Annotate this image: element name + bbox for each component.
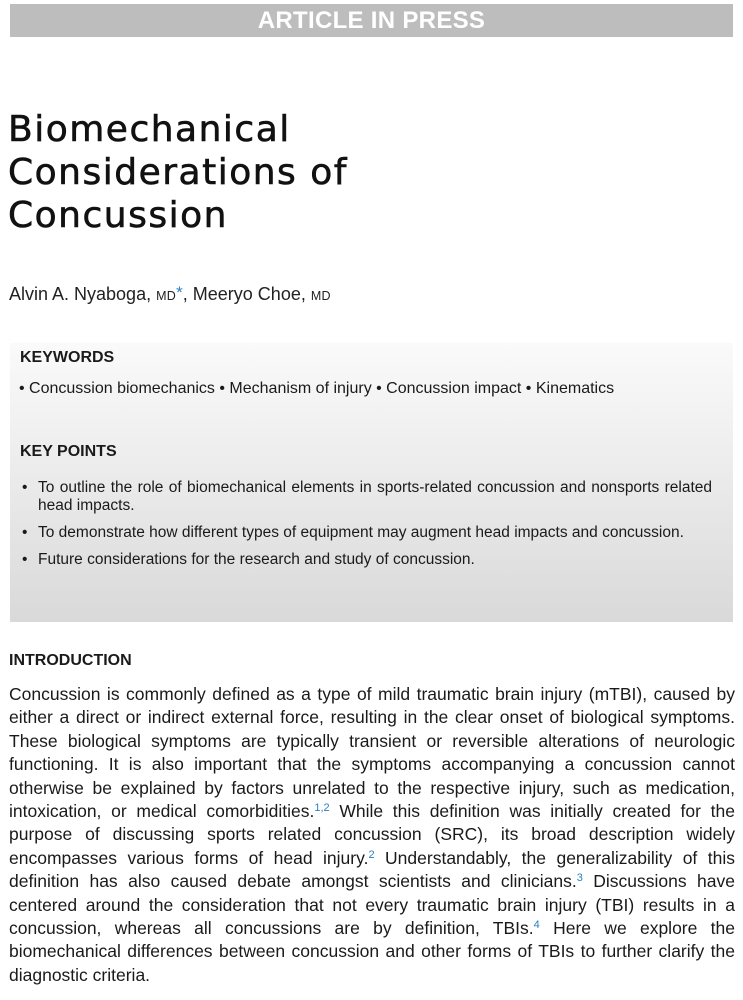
body-text-segment: While this definition was initially created for the purpose of discussing sports related concussion (SRC), its broad description widely encompasses various forms of head injury. xyxy=(9,801,735,868)
title-line: Considerations of xyxy=(8,152,348,193)
author-separator: , xyxy=(182,284,193,304)
author-degree: MD xyxy=(156,289,177,303)
title-line: Concussion xyxy=(8,195,228,236)
author-name: Alvin A. Nyaboga, xyxy=(9,284,157,304)
citation-link[interactable]: 2 xyxy=(368,848,375,861)
title-line: Biomechanical xyxy=(8,109,291,150)
citation-link[interactable]: 3 xyxy=(576,872,583,885)
key-points-heading: KEY POINTS xyxy=(20,443,117,460)
introduction-heading: INTRODUCTION xyxy=(9,652,132,669)
author-degree: MD xyxy=(310,289,331,303)
author-name: Meeryo Choe, xyxy=(192,284,311,304)
body-text-segment: Concussion is commonly defined as a type of mild traumatic brain injury (mTBI), caused by either a direct or indirect external force, resulting in the clear onset of biological symptoms. These biological symptoms are typically transient or reversible alterations of neurologic functioning. It is also important that the symptoms accompanying a concussion cannot otherwise be explained by factors unrelated to the respective injury, such as medication, intoxication, or medical comorbidities. xyxy=(9,684,735,822)
citation-link[interactable]: 4 xyxy=(533,919,540,932)
citation-link[interactable]: 1,2 xyxy=(314,802,330,815)
article-title xyxy=(8,108,708,237)
keywords-list: • Concussion biomechanics • Mechanism of injury • Concussion impact • Kinematics xyxy=(19,380,615,397)
keywords-heading: KEYWORDS xyxy=(20,349,115,366)
body-text-segment: Discussions have centered around the consideration that not every traumatic brain injury (TBI) results in a concussion, whereas all concussions are by definition, TBIs. xyxy=(9,871,735,939)
article-in-press-banner: ARTICLE IN PRESS xyxy=(10,4,733,37)
body-text-segment: Here we explore the biomechanical differences between concussion and other forms of TBIs to further clarify the diagnostic criteria. xyxy=(9,918,735,985)
key-point-item: • Future considerations for the research and study of concussion. xyxy=(22,551,712,569)
introduction-paragraph xyxy=(9,683,735,987)
author-list xyxy=(9,284,331,305)
key-point-item: • To demonstrate how different types of equipment may augment head impacts and concussion. xyxy=(22,524,712,542)
key-point-item: • To outline the role of biomechanical elements in sports-related concussion and nonsports related head impacts. xyxy=(22,479,712,515)
key-points-list xyxy=(22,479,712,578)
keywords-keypoints-box xyxy=(10,343,733,622)
corresponding-author-link[interactable]: * xyxy=(176,283,183,302)
body-text-segment: Understandably, the generalizability of this definition has also caused debate amongst scientists and clinicians. xyxy=(9,847,735,892)
